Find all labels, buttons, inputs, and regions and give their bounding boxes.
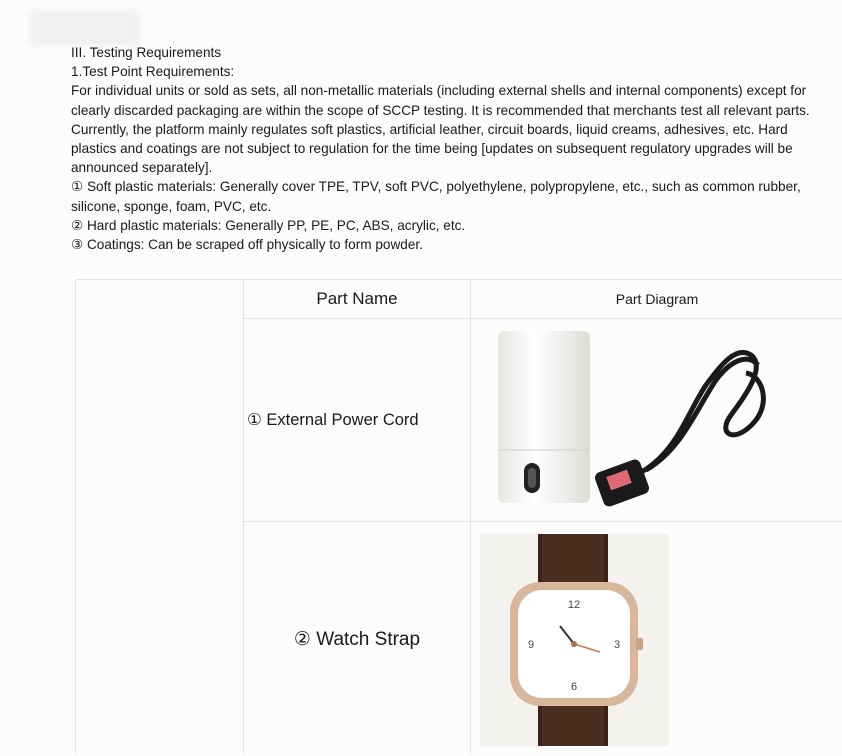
- part-name-cell: ① External Power Cord: [247, 411, 419, 429]
- svg-text:3: 3: [613, 639, 621, 651]
- material-item: ③ Coatings: Can be scraped off physically to form powder.: [71, 237, 423, 253]
- watermark: [30, 10, 140, 46]
- part-name-cell: ② Watch Strap: [293, 628, 421, 650]
- header-part-diagram: Part Diagram: [615, 291, 699, 307]
- power-cord-photo: [486, 325, 786, 515]
- header-part-name: Part Name: [316, 289, 398, 308]
- watch-photo: [480, 534, 669, 746]
- svg-text:12: 12: [567, 599, 581, 611]
- empty-column: [76, 280, 244, 755]
- section-subheading: 1.Test Point Requirements:: [71, 64, 235, 80]
- intro-paragraph: For individual units or sold as sets, all non-metallic materials (including external shells and internal components) except for clearly discarded packaging are within the scope of SCCP testing. It is recommended that merchants test all relevant parts. Currently, the platform mainly regulates soft plastics, artificial leather, circuit boards, liquid creams, adhesives, etc. Hard plastics and coatings are not subject to regulation for the time being [updates on subsequent regulatory upgrades will be announced separately].: [71, 83, 810, 176]
- requirements-text: [71, 43, 821, 254]
- parts-table: [75, 279, 842, 755]
- material-item: ① Soft plastic materials: Generally cover TPE, TPV, soft PVC, polyethylene, polypropylene, etc., such as common rubber, silicone, sponge, foam, PVC, etc.: [71, 179, 801, 214]
- svg-text:6: 6: [570, 681, 578, 693]
- svg-text:9: 9: [527, 639, 535, 651]
- material-item: ② Hard plastic materials: Generally PP, PE, PC, ABS, acrylic, etc.: [71, 217, 466, 233]
- section-heading: III. Testing Requirements: [71, 45, 222, 60]
